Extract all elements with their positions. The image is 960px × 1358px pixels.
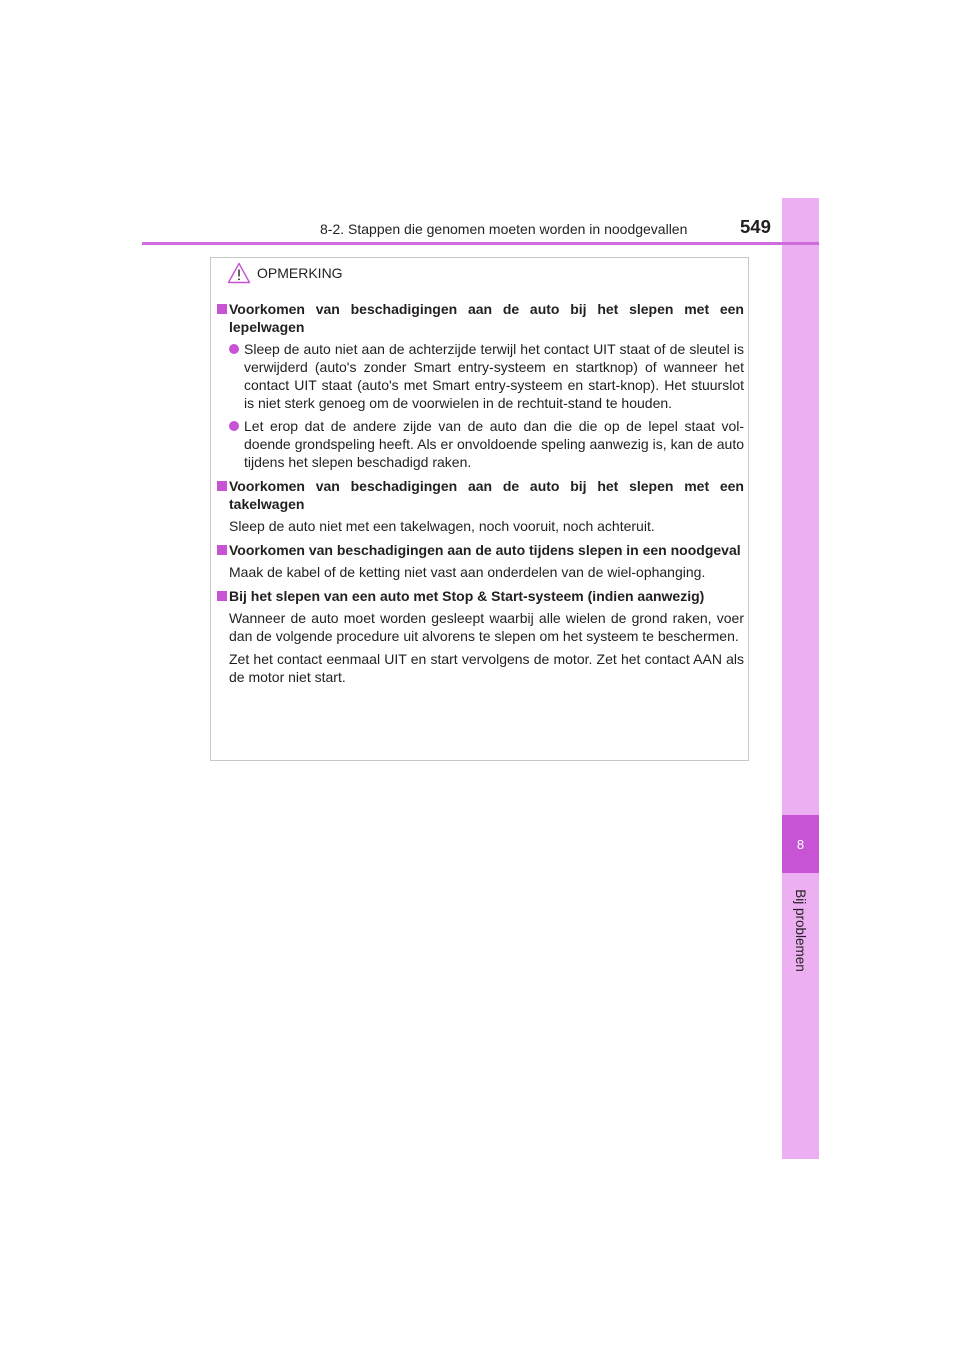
section-title: Voorkomen van beschadigingen aan de auto bij het slepen met een takelwagen xyxy=(229,478,744,512)
bullet-text: Sleep de auto niet aan de achterzijde terwijl het contact UIT staat of de sleutel is verwijderd (auto's zonder Smart entry-systeem en startknop) of wanneer het contact UIT staat (auto's met Smart entry-systeem en start-knop). Het stuurslot is niet sterk genoeg om de voorwielen in de rechtuit-stand te houden. xyxy=(244,341,744,411)
note-title: OPMERKING xyxy=(257,265,343,281)
section-paragraph: Zet het contact eenmaal UIT en start vervolgens de motor. Zet het contact AAN als de motor niet start. xyxy=(229,651,744,685)
square-bullet-icon xyxy=(217,481,227,491)
bullet-item xyxy=(229,340,744,412)
side-tab-label-container xyxy=(782,880,819,980)
side-tab xyxy=(782,198,819,1159)
note-content xyxy=(215,300,744,692)
bullet-item xyxy=(229,417,744,471)
section-paragraph: Sleep de auto niet met een takelwagen, noch vooruit, noch achteruit. xyxy=(229,518,655,534)
section-title: Voorkomen van beschadigingen aan de auto bij het slepen met een lepelwagen xyxy=(229,301,744,335)
chapter-number: 8 xyxy=(796,836,805,852)
note-section xyxy=(215,587,744,686)
bullet-text: Let erop dat de andere zijde van de auto dan die die op de lepel staat vol-doende grondspeling heeft. Als er onvoldoende speling aanwezig is, kan de auto tijdens het slepen beschadigd raken. xyxy=(244,418,744,470)
square-bullet-icon xyxy=(217,304,227,314)
section-title: Bij het slepen van een auto met Stop & Start-systeem (indien aanwezig) xyxy=(229,588,705,604)
header-rule xyxy=(142,242,819,245)
chapter-number-box xyxy=(782,815,819,873)
square-bullet-icon xyxy=(217,545,227,555)
section-header-title: 8-2. Stappen die genomen moeten worden in noodgevallen xyxy=(320,221,688,237)
note-box xyxy=(210,257,749,761)
section-paragraph: Wanneer de auto moet worden gesleept waarbij alle wielen de grond raken, voer dan de volgende procedure uit alvorens te slepen om het systeem te beschermen. xyxy=(229,610,744,644)
section-title: Voorkomen van beschadigingen aan de auto tijdens slepen in een noodgeval xyxy=(229,542,741,558)
note-section xyxy=(215,477,744,535)
section-paragraph: Maak de kabel of de ketting niet vast aan onderdelen van de wiel-ophanging. xyxy=(229,564,706,580)
note-section xyxy=(215,300,744,471)
round-bullet-icon xyxy=(229,344,239,354)
warning-triangle-icon xyxy=(227,262,251,284)
page-number: 549 xyxy=(740,216,771,237)
side-tab-label: Bij problemen xyxy=(793,888,809,972)
square-bullet-icon xyxy=(217,591,227,601)
note-section xyxy=(215,541,744,581)
round-bullet-icon xyxy=(229,421,239,431)
note-header xyxy=(227,258,343,288)
